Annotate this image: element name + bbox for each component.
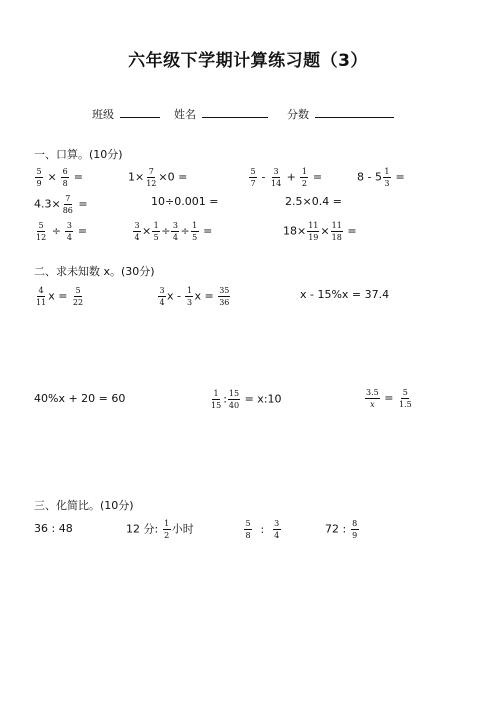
fraction (65, 221, 73, 242)
equation-5 (209, 389, 282, 410)
math-token: ÷ (51, 224, 61, 238)
math-token: 1× (128, 170, 145, 184)
math-token: 2 (164, 531, 170, 540)
math-token: 1 (301, 167, 307, 176)
math-token: 3 (159, 286, 165, 295)
math-token: = (312, 170, 323, 184)
math-token: 11 (36, 298, 47, 307)
math-token: × (47, 170, 57, 184)
math-token: 1 (384, 167, 390, 176)
math-token: 4 (66, 233, 72, 242)
math-token: 5 (250, 167, 256, 176)
math-token: × (320, 224, 330, 238)
score-label: 分数 (287, 108, 309, 121)
math-token: 5 (192, 233, 198, 242)
math-token: = (395, 170, 405, 184)
math-token: 9 (36, 179, 42, 188)
math-token: 86 (62, 206, 73, 215)
math-token: = (78, 197, 88, 211)
section-title-ratios: 三、化简比。(10分) (34, 499, 134, 512)
ratio-1: 36 : 48 (34, 522, 73, 535)
math-token: 4 (159, 298, 165, 307)
fraction (244, 519, 252, 540)
ratio-3 (243, 519, 282, 540)
equation-1 (34, 286, 85, 307)
fraction (72, 286, 84, 307)
equation-6 (364, 388, 414, 409)
math-token: 3 (172, 221, 178, 230)
fraction (383, 167, 391, 188)
problem-6: 10÷0.001 = (151, 195, 219, 208)
math-token: 1.5 (398, 400, 412, 409)
math-token: 6 (62, 167, 68, 176)
math-token: 7 (250, 179, 256, 188)
section-title-oral: 一、口算。(10分) (34, 148, 123, 161)
math-token: 1 (213, 389, 219, 398)
math-token: 36 (219, 298, 230, 307)
fraction (365, 388, 380, 409)
math-token: 4.3× (34, 197, 61, 211)
math-token: 5 (153, 233, 159, 242)
math-token: = (203, 224, 213, 238)
section-title-equations: 二、求未知数 x。(30分) (34, 265, 155, 278)
math-token: x = (194, 289, 214, 303)
equation-2 (157, 286, 231, 307)
math-token: 5 (75, 286, 81, 295)
math-token: 22 (72, 298, 84, 307)
name-field (174, 106, 268, 122)
math-token: 19 (308, 233, 319, 242)
math-token: 7 (65, 194, 71, 203)
math-token: 15 (211, 401, 222, 410)
math-token: 1 (153, 221, 159, 230)
page-title: 六年级下学期计算练习题（3） (128, 51, 368, 71)
math-token: 18 (331, 233, 342, 242)
fraction (62, 194, 74, 215)
math-token: x = (48, 289, 68, 303)
math-token: 3 (273, 167, 279, 176)
math-token: 4 (134, 233, 140, 242)
math-token: : (223, 392, 227, 406)
math-token: 12 (36, 233, 47, 242)
math-token: 3 (384, 179, 390, 188)
math-token: x - (167, 289, 181, 303)
math-token: 2 (301, 179, 307, 188)
class-field (92, 106, 160, 122)
name-blank[interactable] (202, 107, 268, 118)
problem-7: 2.5×0.4 = (285, 195, 342, 208)
math-token: + (286, 170, 296, 184)
math-token: : (260, 522, 265, 536)
math-token: 72 : (325, 522, 347, 536)
math-token: 11 (308, 221, 319, 230)
problem-10 (283, 221, 357, 242)
math-token: = (384, 391, 394, 405)
fraction (35, 167, 43, 188)
math-token: 5 (36, 167, 42, 176)
math-token: - (261, 170, 266, 184)
name-label: 姓名 (174, 108, 196, 121)
math-token: 3 (274, 519, 280, 528)
problem-2 (128, 167, 187, 188)
math-token: x (370, 400, 375, 409)
math-token: 4 (38, 286, 44, 295)
math-token: 14 (270, 179, 282, 188)
math-token: 8 - 5 (357, 170, 382, 184)
fraction (35, 286, 47, 307)
math-token: 8 (62, 179, 68, 188)
math-token: 11 (331, 221, 342, 230)
problem-8 (34, 221, 87, 242)
math-token: 1 (186, 286, 193, 295)
score-blank[interactable] (315, 107, 394, 118)
fraction (398, 388, 413, 409)
math-token: 小时 (171, 522, 194, 536)
fraction (218, 286, 230, 307)
fraction (35, 221, 47, 242)
fraction (249, 167, 257, 188)
math-token: = (77, 224, 88, 238)
fraction (145, 167, 157, 188)
fraction (61, 167, 69, 188)
math-token: = x:10 (244, 392, 282, 406)
problem-9 (132, 221, 212, 242)
math-token: ×0 = (158, 170, 188, 184)
math-token: 4 (172, 233, 178, 242)
math-token: 9 (352, 531, 358, 540)
class-blank[interactable] (120, 107, 160, 118)
fraction (158, 286, 166, 307)
math-token: 12 分: (126, 522, 159, 536)
fraction (273, 519, 281, 540)
math-token: 5 (402, 388, 408, 397)
math-token: 8 (245, 531, 251, 540)
problem-4 (357, 167, 405, 188)
math-token: ÷ (161, 224, 171, 238)
math-token: ÷ (180, 224, 190, 238)
fraction (185, 286, 193, 307)
problem-1 (34, 167, 83, 188)
fraction (210, 389, 222, 410)
problem-3 (248, 167, 322, 188)
math-token: 1 (192, 221, 198, 230)
math-token: 4 (274, 531, 280, 540)
problem-5 (34, 194, 88, 215)
math-token: 35 (219, 286, 230, 295)
math-token: × (142, 224, 152, 238)
math-token: 12 (146, 179, 157, 188)
math-token: = (73, 170, 83, 184)
equation-4: 40%x + 20 = 60 (34, 392, 126, 405)
fraction (133, 221, 141, 242)
fraction (331, 221, 343, 242)
score-field (287, 106, 394, 122)
math-token: 3 (66, 221, 72, 230)
math-token: 3 (134, 221, 140, 230)
math-token: 1 (164, 519, 170, 528)
fraction (307, 221, 319, 242)
ratio-4 (325, 519, 360, 540)
fraction (270, 167, 282, 188)
fraction (163, 519, 171, 540)
math-token: 5 (38, 221, 44, 230)
equation-3: x - 15%x = 37.4 (300, 288, 390, 301)
math-token: 7 (148, 167, 154, 176)
math-token: 8 (352, 519, 358, 528)
fraction (300, 167, 308, 188)
ratio-2 (126, 519, 194, 540)
fraction (171, 221, 179, 242)
math-token: 15 (228, 389, 240, 398)
fraction (228, 389, 240, 410)
fraction (351, 519, 359, 540)
math-token: 3 (186, 298, 193, 307)
class-label: 班级 (92, 108, 114, 121)
fraction (191, 221, 199, 242)
math-token: 18× (283, 224, 307, 238)
math-token: 5 (245, 519, 251, 528)
math-token: 3.5 (366, 388, 379, 397)
fraction (152, 221, 160, 242)
math-token: = (347, 224, 357, 238)
math-token: 40 (228, 401, 240, 410)
